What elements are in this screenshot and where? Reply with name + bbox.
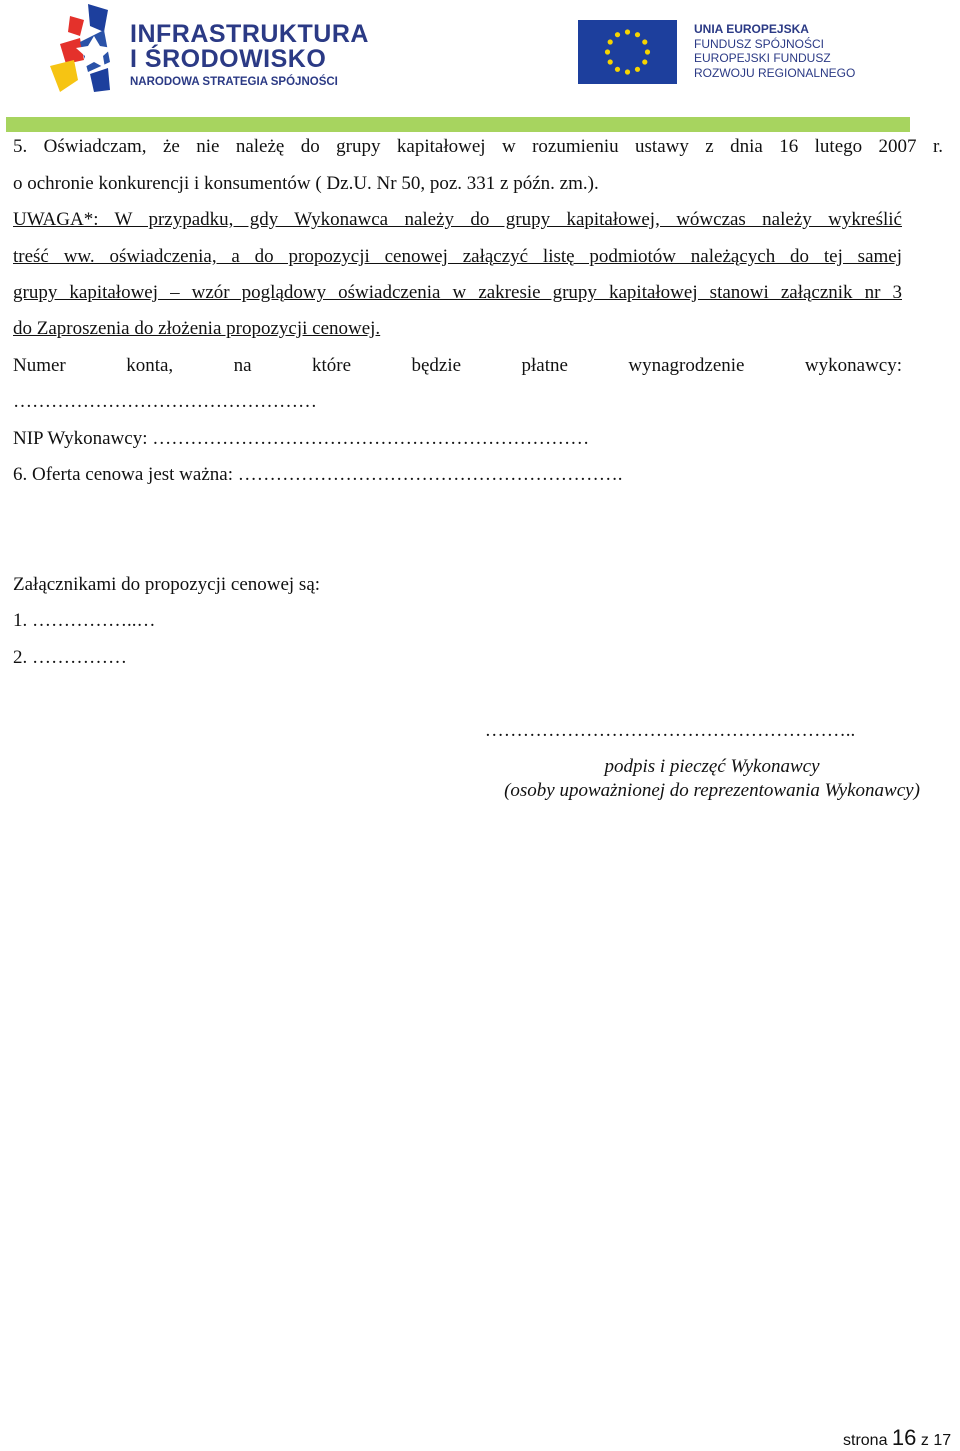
logo-title-line1: INFRASTRUKTURA	[130, 20, 369, 48]
page-total: 17	[933, 1432, 952, 1449]
attachment-item-1: 1. ……………..…	[13, 610, 156, 631]
eu-logo-line3: EUROPEJSKI FUNDUSZ	[694, 51, 831, 65]
declaration-5-line2: o ochronie konkurencji i konsumentów ( Dz.U. Nr 50, poz. 331 z późn. zm.).	[13, 173, 599, 194]
nip-field: NIP Wykonawcy: ……………………………………………………………	[13, 428, 590, 449]
uwaga-line1: UWAGA*: W przypadku, gdy Wykonawca należy do grupy kapitałowej, wówczas należy wykreślić	[13, 209, 902, 230]
eu-flag-icon	[578, 20, 677, 84]
page-label: strona	[843, 1432, 888, 1449]
attachment-item-2: 2. ……………	[13, 647, 127, 668]
declaration-5-line1: 5. Oświadczam, że nie należę do grupy kapitałowej w rozumieniu ustawy z dnia 16 lutego 2007 r.	[13, 136, 943, 157]
uwaga-line4: do Zaproszenia do złożenia propozycji cenowej.	[13, 318, 381, 339]
signature-dots: …………………………………………………..	[484, 720, 856, 741]
infrastruktura-srodowisko-logo	[50, 0, 369, 100]
signature-caption-sub: (osoby upoważnionej do reprezentowania Wykonawcy)	[504, 780, 920, 801]
eu-logo-line4: ROZWOJU REGIONALNEGO	[694, 65, 856, 80]
eu-logo-line2: FUNDUSZ SPÓJNOŚCI	[694, 36, 825, 51]
account-number-field: …………………………………………	[13, 391, 317, 412]
page-of-label: z	[920, 1432, 929, 1449]
header-divider-bar	[6, 117, 910, 132]
eu-logo-line1: UNIA EUROPEJSKA	[694, 22, 809, 36]
logo-subtitle: NARODOWA STRATEGIA SPÓJNOŚCI	[130, 76, 338, 88]
logo-title-line2: I ŚRODOWISKO	[130, 45, 327, 73]
uwaga-line2: treść ww. oświadczenia, a do propozycji cenowej załączyć listę podmiotów należących do tej samej	[13, 246, 902, 267]
offer-validity-field: 6. Oferta cenowa jest ważna: …………………………………………………….	[13, 464, 623, 485]
page-number	[843, 1425, 951, 1451]
uwaga-line3: grupy kapitałowej – wzór poglądowy oświadczenia w zakresie grupy kapitałowej stanowi załącznik nr 3	[13, 282, 902, 303]
attachments-title: Załącznikami do propozycji cenowej są:	[13, 574, 321, 595]
signature-caption: podpis i pieczęć Wykonawcy	[604, 756, 820, 777]
eu-logo	[578, 20, 898, 86]
account-number-label: Numer konta, na które będzie płatne wynagrodzenie wykonawcy:	[13, 355, 902, 376]
stars-graphic-icon	[50, 2, 112, 94]
page-current: 16	[891, 1425, 917, 1450]
